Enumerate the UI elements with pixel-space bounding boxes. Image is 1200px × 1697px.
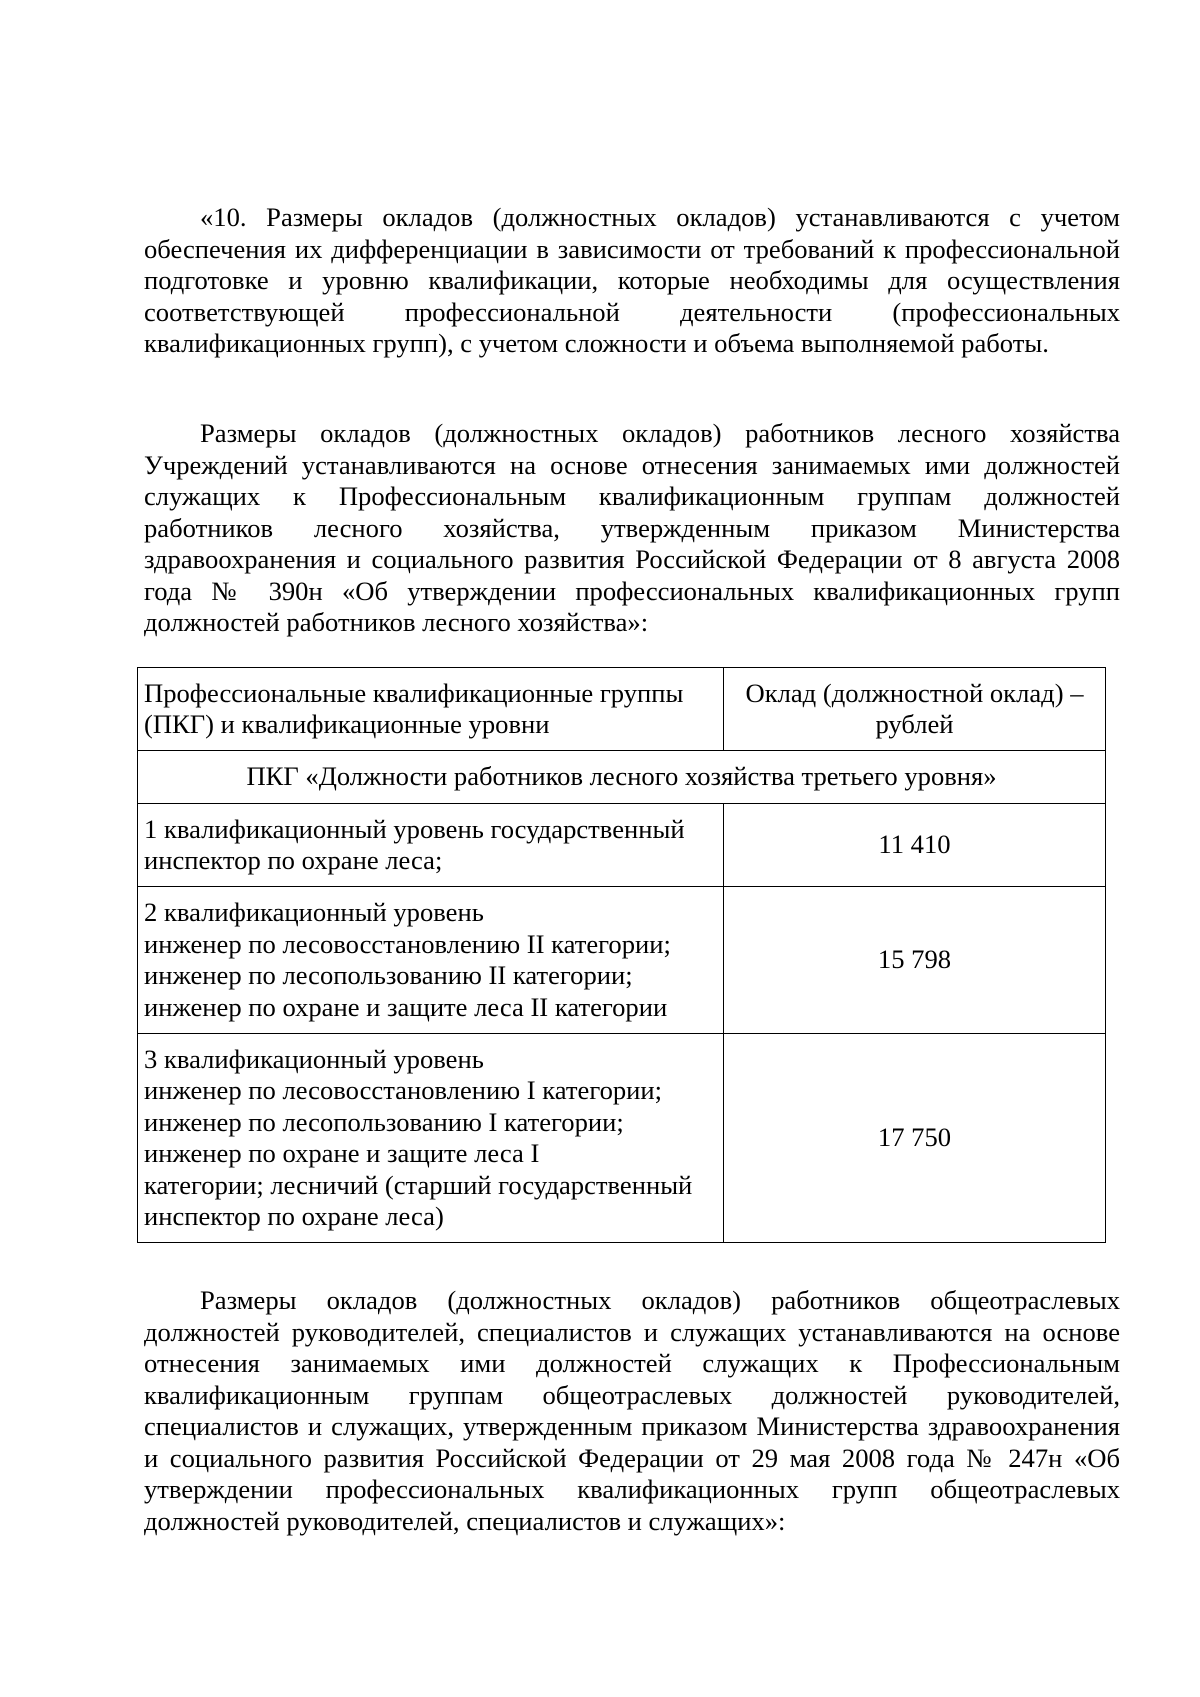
group-title: ПКГ «Должности работников лесного хозяйства третьего уровня» bbox=[138, 751, 1106, 804]
level-3-line-2: инженер по лесовосстановлению I категории; bbox=[144, 1075, 663, 1105]
level-2-line-1: 2 квалификационный уровень bbox=[144, 897, 484, 927]
table-row bbox=[138, 1034, 1106, 1243]
level-3-line-4: инженер по охране и защите леса I bbox=[144, 1138, 540, 1168]
level-3-line-5: категории; лесничий (старший государственный bbox=[144, 1169, 693, 1200]
level-3-line-6: инспектор по охране леса) bbox=[144, 1201, 444, 1231]
paragraph-2: Размеры окладов (должностных окладов) работников лесного хозяйства Учреждений устанавливаются на основе отнесения занимаемых ими должностей служащих к Профессиональным квалификационным группам должностей работников лесного хозяйства, утвержденным приказом Министерства здравоохранения и социального развития Российской Федерации от 8 августа 2008 года № 390н «Об утверждении профессиональных квалификационных групп должностей работников лесного хозяйства»: bbox=[144, 418, 1120, 637]
header-salary-line-2: рублей bbox=[875, 709, 954, 739]
paragraph-1: «10. Размеры окладов (должностных окладов) устанавливаются с учетом обеспечения их дифференциации в зависимости от требований к профессиональной подготовке и уровню квалификации, которые необходимы для осуществления соответствующей профессиональной деятельности (профессиональных квалификационных групп), с учетом сложности и объема выполняемой работы. bbox=[144, 202, 1120, 358]
table-group-row bbox=[138, 751, 1106, 804]
paragraph-3: Размеры окладов (должностных окладов) работников общеотраслевых должностей руководителей, специалистов и служащих устанавливаются на основе отнесения занимаемых ими должностей служащих к Профессиональным квалификационным группам общеотраслевых должностей руководителей, специалистов и служащих, утвержденным приказом Министерства здравоохранения и социального развития Российской Федерации от 29 мая 2008 года № 247н «Об утверждении профессиональных квалификационных групп общеотраслевых должностей руководителей, специалистов и служащих»: bbox=[144, 1285, 1120, 1536]
level-3-line-3: инженер по лесопользованию I категории; bbox=[144, 1106, 624, 1137]
header-qualification-groups: Профессиональные квалификационные группы (ПКГ) и квалификационные уровни bbox=[138, 668, 724, 751]
level-2-description bbox=[138, 887, 724, 1034]
level-2-line-4: инженер по охране и защите леса II категории bbox=[144, 991, 668, 1022]
header-salary bbox=[724, 668, 1106, 751]
level-2-line-2: инженер по лесовосстановлению II категории; bbox=[144, 928, 671, 959]
table-header-row bbox=[138, 668, 1106, 751]
salary-table bbox=[137, 667, 1106, 1243]
level-3-salary: 17 750 bbox=[724, 1034, 1106, 1243]
level-1-line-2: инспектор по охране леса; bbox=[144, 845, 443, 875]
level-1-salary: 11 410 bbox=[724, 804, 1106, 887]
level-3-description bbox=[138, 1034, 724, 1243]
table-row bbox=[138, 804, 1106, 887]
table-row bbox=[138, 887, 1106, 1034]
level-2-salary: 15 798 bbox=[724, 887, 1106, 1034]
level-1-line-1: 1 квалификационный уровень государственный bbox=[144, 813, 685, 844]
level-3-line-1: 3 квалификационный уровень bbox=[144, 1043, 484, 1074]
level-2-line-3: инженер по лесопользованию II категории; bbox=[144, 960, 633, 990]
header-salary-line-1: Оклад (должностной оклад) – bbox=[745, 677, 1084, 708]
level-1-description bbox=[138, 804, 724, 887]
